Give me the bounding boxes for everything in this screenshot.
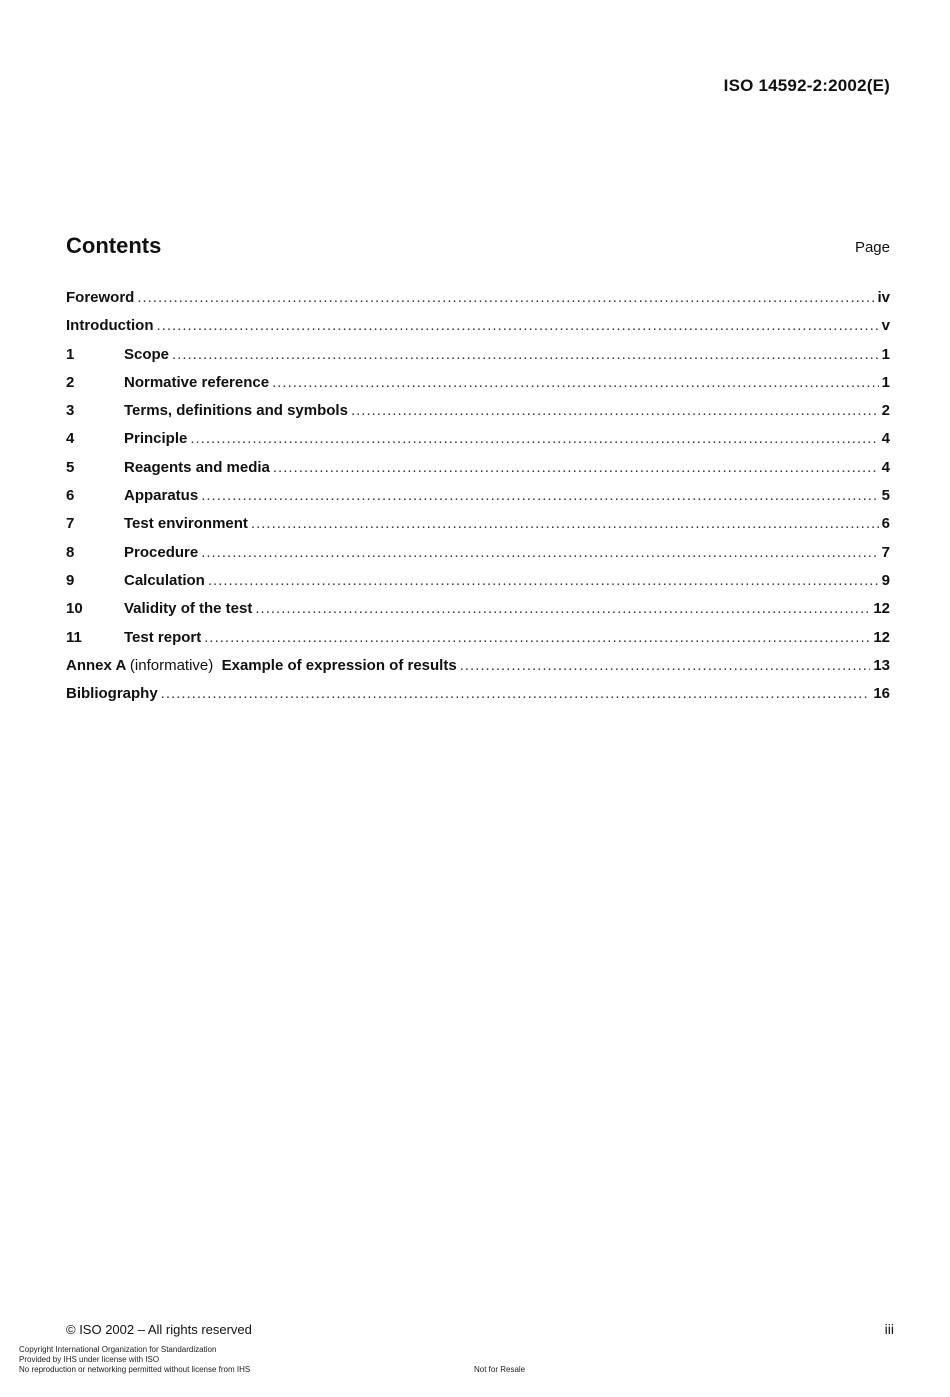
toc-entry-number: 5 <box>66 458 75 476</box>
dot-leader <box>255 600 870 617</box>
toc-entry-number: 7 <box>66 515 75 533</box>
toc-entry-test-environment[interactable] <box>66 515 890 543</box>
toc-entry-normative-reference[interactable] <box>66 374 890 402</box>
toc-entry-number: 11 <box>66 628 82 646</box>
toc-entry-bibliography[interactable] <box>66 685 890 713</box>
license-note-line: Copyright International Organization for Standardization <box>19 1345 217 1354</box>
toc-entry-scope[interactable] <box>66 346 890 374</box>
toc-entry-calculation[interactable] <box>66 572 890 600</box>
dot-leader <box>137 289 874 306</box>
toc-entry-page: 4 <box>881 430 890 448</box>
toc-entry-title: Terms, definitions and symbols <box>124 402 348 420</box>
table-of-contents <box>66 289 890 713</box>
toc-entry-number: 1 <box>66 345 75 363</box>
dot-leader <box>201 544 878 561</box>
dot-leader <box>351 402 879 419</box>
dot-leader <box>273 459 879 476</box>
document-id: ISO 14592-2:2002(E) <box>723 76 890 95</box>
annex-title: Example of expression of results <box>221 656 457 674</box>
contents-title: Contents <box>66 233 162 258</box>
toc-entry-number: 10 <box>66 600 83 618</box>
toc-entry-page: 1 <box>881 345 890 363</box>
page-column-label: Page <box>854 239 890 256</box>
annex-note: (informative) <box>129 656 214 674</box>
toc-entry-page: 4 <box>881 458 890 476</box>
toc-entry-apparatus[interactable] <box>66 487 890 515</box>
toc-entry-page: 7 <box>881 543 890 561</box>
annex-label: Annex A <box>66 656 126 674</box>
toc-entry-page: 12 <box>873 600 890 618</box>
toc-entry-page: 1 <box>881 373 890 391</box>
toc-entry-number: 3 <box>66 402 75 420</box>
dot-leader <box>172 346 879 363</box>
toc-entry-page: 5 <box>881 487 890 505</box>
toc-entry-page: 2 <box>881 402 890 420</box>
dot-leader <box>208 572 879 589</box>
resale-notice: Not for Resale <box>474 1365 526 1374</box>
toc-entry-reagents[interactable] <box>66 459 890 487</box>
dot-leader <box>272 374 879 391</box>
page-number: iii <box>884 1321 894 1337</box>
toc-entry-page: 9 <box>881 571 890 589</box>
copyright-notice: © ISO 2002 – All rights reserved <box>66 1322 252 1337</box>
toc-entry-title: Procedure <box>124 543 199 561</box>
toc-entry-principle[interactable] <box>66 430 890 458</box>
toc-entry-terms[interactable] <box>66 402 890 430</box>
toc-entry-title: Scope <box>124 345 170 363</box>
toc-entry-title: Validity of the test <box>124 600 253 618</box>
toc-entry-page: 12 <box>873 628 890 646</box>
toc-entry-title: Test environment <box>124 515 248 533</box>
license-notes <box>19 1345 250 1375</box>
toc-entry-number: 8 <box>66 543 75 561</box>
toc-entry-title: Introduction <box>66 317 154 335</box>
toc-entry-title: Reagents and media <box>124 458 270 476</box>
toc-entry-foreword[interactable] <box>66 289 890 317</box>
toc-entry-title: Principle <box>124 430 188 448</box>
toc-entry-page: 6 <box>881 515 890 533</box>
toc-entry-page: 16 <box>873 685 890 703</box>
toc-entry-number: 6 <box>66 487 75 505</box>
dot-leader <box>201 487 878 504</box>
toc-entry-number: 4 <box>66 430 75 448</box>
toc-entry-introduction[interactable] <box>66 317 890 345</box>
toc-entry-title: Test report <box>124 628 202 646</box>
dot-leader <box>251 515 879 532</box>
dot-leader <box>204 629 870 646</box>
license-note-line: Provided by IHS under license with ISO <box>19 1355 160 1364</box>
license-note-line: No reproduction or networking permitted without license from IHS <box>19 1365 251 1374</box>
toc-entry-title: Normative reference <box>124 373 270 391</box>
toc-entry-title: Bibliography <box>66 685 158 703</box>
dot-leader <box>161 685 871 702</box>
toc-entry-number: 2 <box>66 373 75 391</box>
toc-entry-title: Foreword <box>66 289 135 306</box>
toc-entry-page: v <box>881 317 890 335</box>
toc-entry-title <box>66 657 457 674</box>
dot-leader <box>460 657 871 674</box>
toc-entry-validity[interactable] <box>66 600 890 628</box>
toc-entry-title: Calculation <box>124 571 205 589</box>
toc-entry-test-report[interactable] <box>66 629 890 657</box>
toc-entry-annex-a[interactable] <box>66 657 890 685</box>
toc-entry-number: 9 <box>66 571 75 589</box>
toc-entry-page: 13 <box>873 656 890 674</box>
dot-leader <box>190 430 878 447</box>
dot-leader <box>156 317 878 334</box>
toc-entry-procedure[interactable] <box>66 544 890 572</box>
toc-entry-page: iv <box>877 289 890 306</box>
toc-entry-title: Apparatus <box>124 487 199 505</box>
